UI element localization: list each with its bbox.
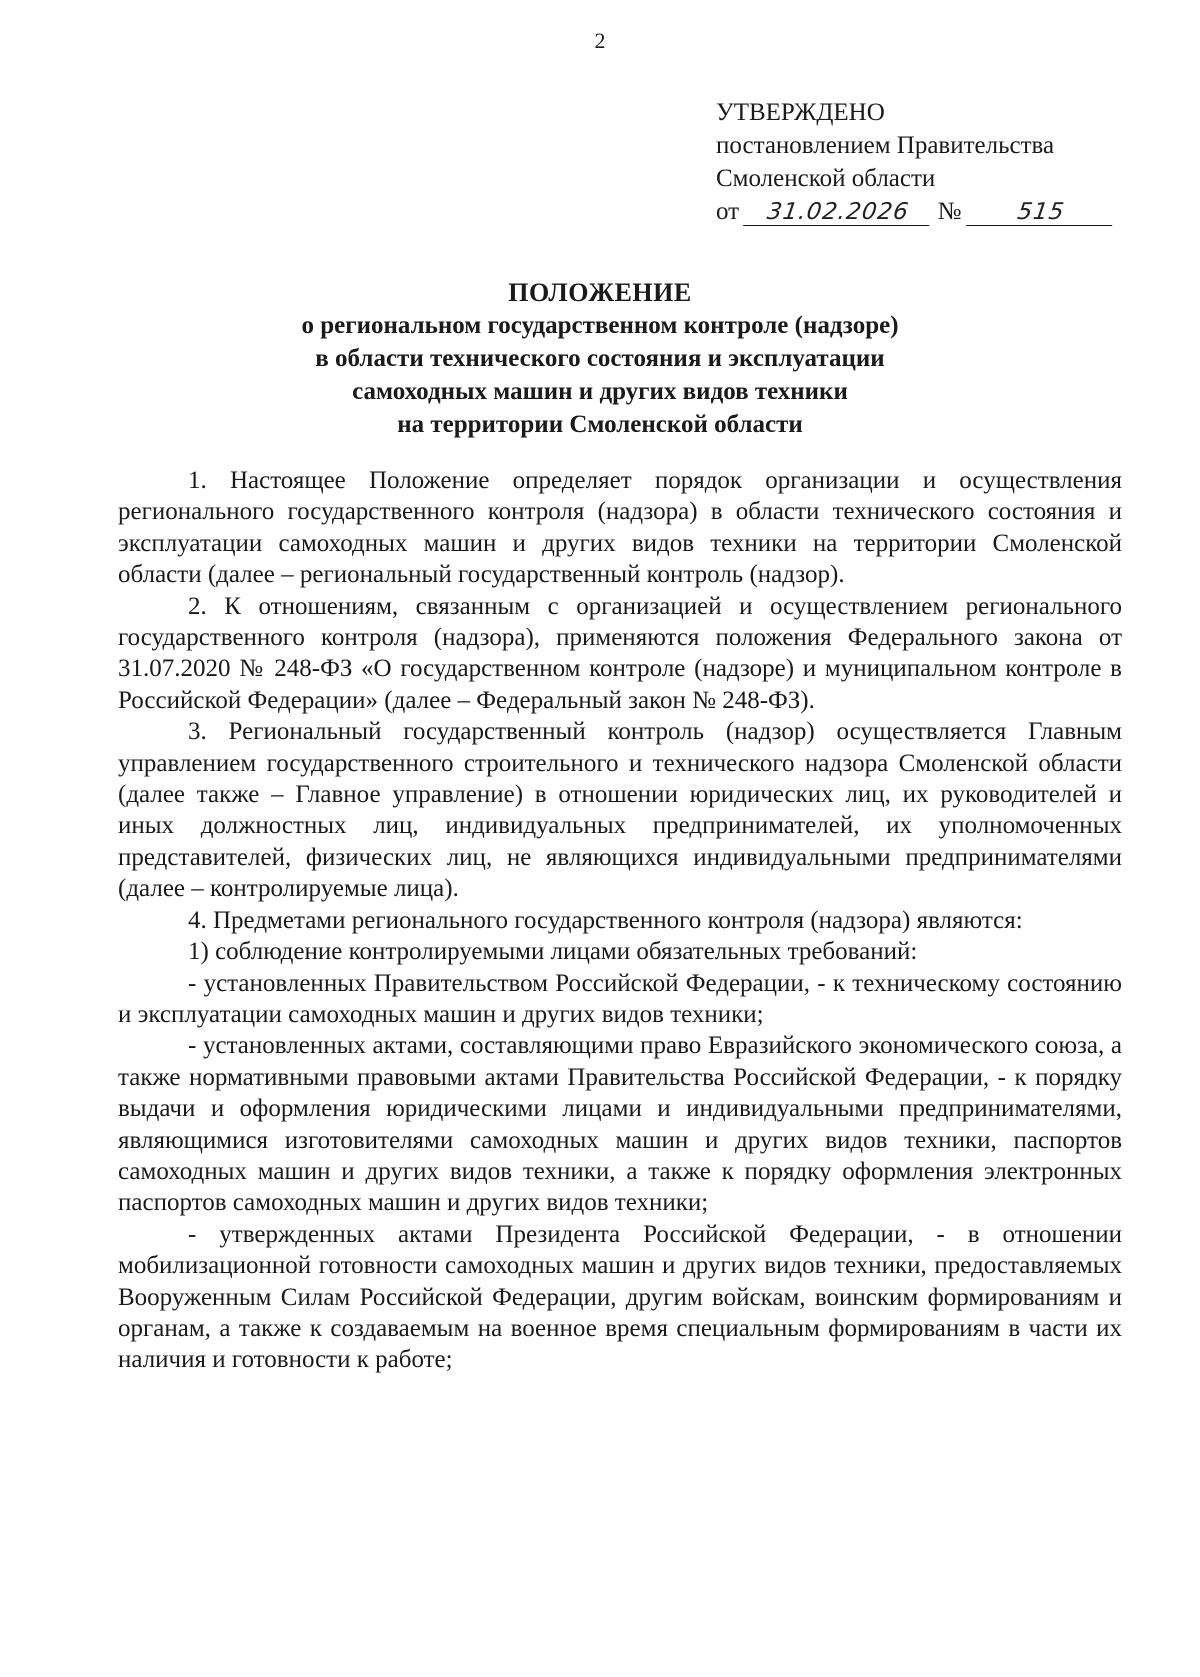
title-line-1: о региональном государственном контроле (надзоре) <box>301 312 899 339</box>
paragraph-4: 4. Предметами регионального государственного контроля (надзора) являются: <box>188 906 1023 934</box>
paragraph-1: 1. Настоящее Положение определяет порядок организации и осуществления регионального государственного контроля (надзора) в области технического состояния и эксплуатации самоходных машин и других видов техники на территории Смоленской области (далее – региональный государственный контроль (надзор). <box>118 467 1122 589</box>
document-body <box>118 465 1122 1376</box>
number-sign: № <box>937 198 962 225</box>
approval-date-line <box>716 195 1156 228</box>
paragraph-4-item-1-dash-2: - установленных актами, составляющими право Евразийского экономического союза, а также нормативными правовыми актами Правительства Российской Федерации, - к порядку выдачи и оформления юридическими лицами и индивидуальными предпринимателями, являющимися изготовителями самоходных машин и других видов техники, паспортов самоходных машин и других видов техники, а также к порядку оформления электронных паспортов самоходных машин и других видов техники; <box>118 1032 1122 1217</box>
approval-issuer: постановлением Правительства <box>716 132 1055 159</box>
handwritten-date: 31.02.2026 <box>743 199 933 226</box>
page-number: 2 <box>594 28 606 53</box>
approval-block <box>716 96 1156 228</box>
date-prefix: от <box>716 198 740 225</box>
paragraph-2: 2. К отношениям, связанным с организацией и осуществлением регионального государственного контроля (надзора), применяются положения Федерального закона от 31.07.2020 № 248-ФЗ «О государственном контроле (надзоре) и муниципальном контроле в Российской Федерации» (далее – Федеральный закон № 248-ФЗ). <box>118 592 1122 714</box>
approval-region: Смоленской области <box>716 165 936 192</box>
document-title <box>0 276 1200 441</box>
handwritten-number: 515 <box>966 199 1116 226</box>
paragraph-4-item-1-dash-3: - утвержденных актами Президента Российской Федерации, - в отношении мобилизационной готовности самоходных машин и других видов техники, предоставляемых Вооруженным Силам Российской Федерации, другим войскам, воинским формированиям и органам, а также к создаваемым на военное время специальным формированиям в части их наличия и готовности к работе; <box>118 1220 1122 1374</box>
paragraph-4-item-1-dash-1: - установленных Правительством Российской Федерации, - к техническому состоянию и эксплуатации самоходных машин и других видов техники; <box>118 969 1122 1028</box>
paragraph-4-item-1: 1) соблюдение контролируемыми лицами обязательных требований: <box>188 938 918 966</box>
title-main: ПОЛОЖЕНИЕ <box>508 278 692 307</box>
title-line-3: самоходных машин и других видов техники <box>352 378 848 405</box>
title-line-4: на территории Смоленской области <box>397 411 803 438</box>
approval-heading: УТВЕРЖДЕНО <box>716 99 885 126</box>
title-line-2: в области технического состояния и эксплуатации <box>315 345 885 372</box>
paragraph-3: 3. Региональный государственный контроль (надзор) осуществляется Главным управлением государственного строительного и технического надзора Смоленской области (далее также – Главное управление) в отношении юридических лиц, их руководителей и иных должностных лиц, индивидуальных предпринимателей, их уполномоченных представителей, физических лиц, не являющихся индивидуальными предпринимателями (далее – контролируемые лица). <box>118 718 1122 903</box>
